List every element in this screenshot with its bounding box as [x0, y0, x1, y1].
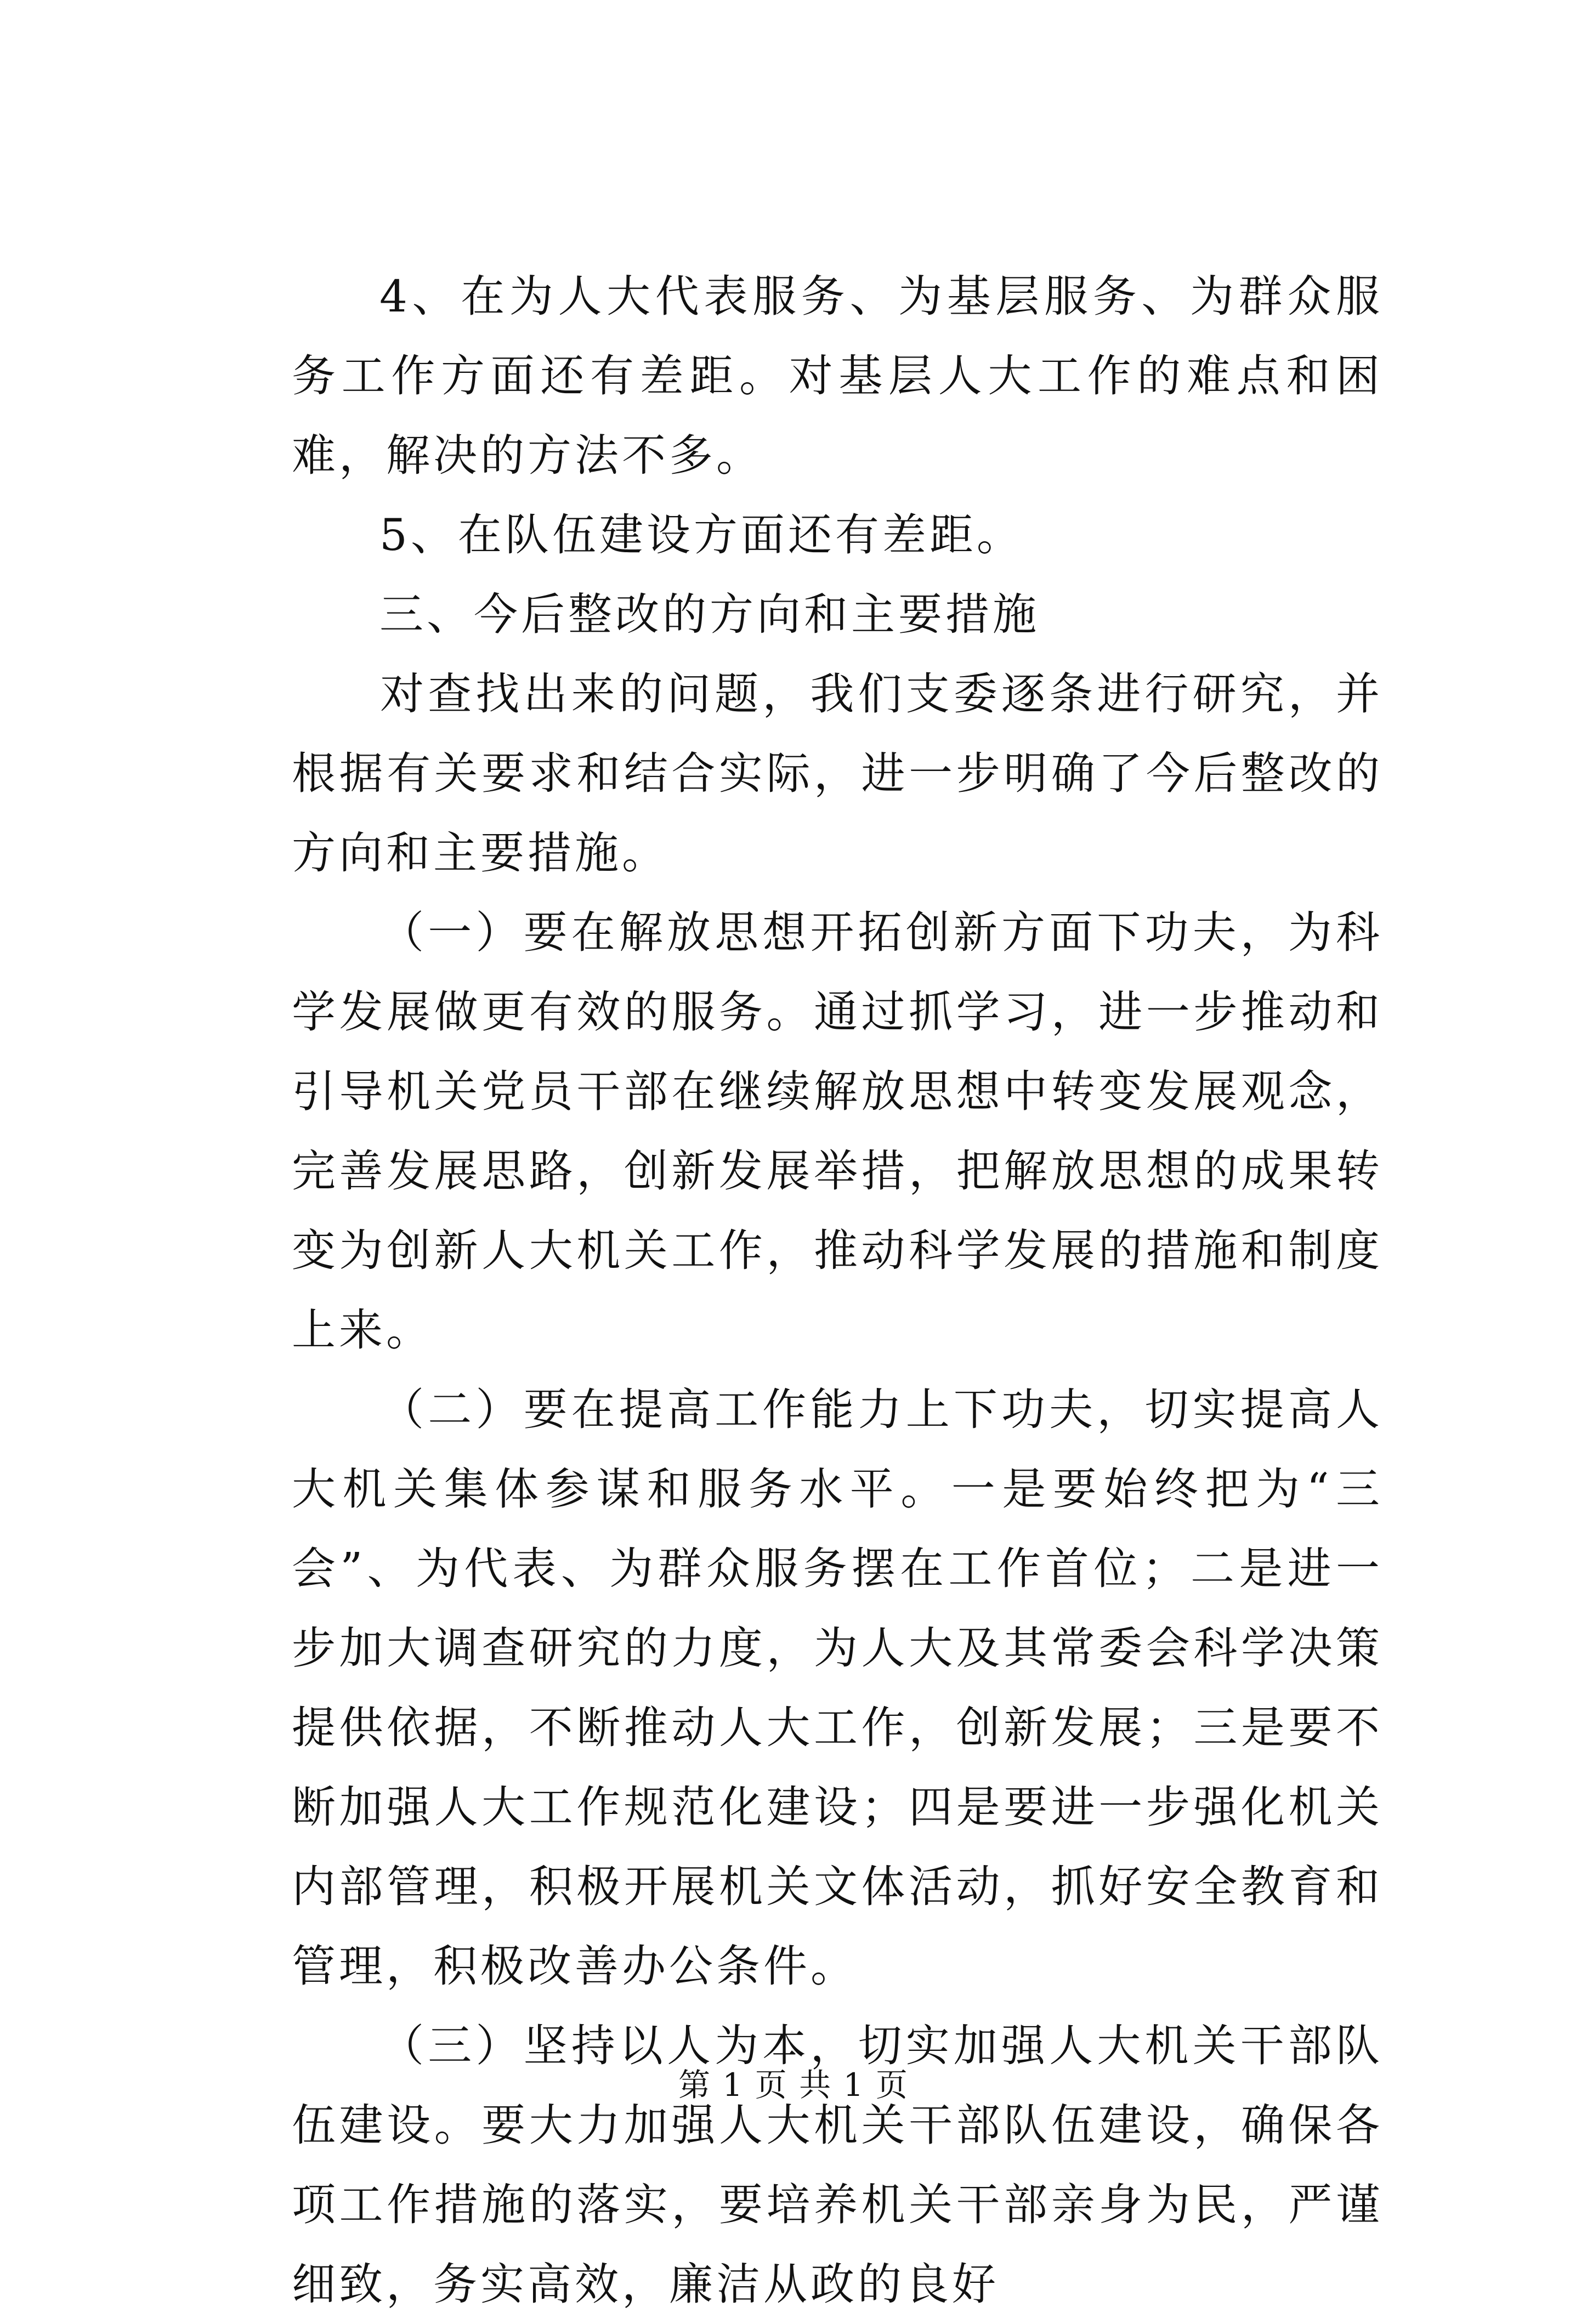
- paragraph-item-4: 4、在为人大代表服务、为基层服务、为群众服务工作方面还有差距。对基层人大工作的难点和困难，解决的方法不多。: [292, 271, 1383, 481]
- paragraph-measure-3: （三）坚持以人为本，切实加强人大机关干部队伍建设。要大力加强人大机关干部队伍建设，确保各项工作措施的落实，要培养机关干部亲身为民，严谨细致，务实高效，廉洁从政的良好: [292, 2020, 1383, 2310]
- page-footer: 第 1 页 共 1 页: [678, 2066, 909, 2104]
- paragraph-measure-2: （二）要在提高工作能力上下功夫，切实提高人大机关集体参谋和服务水平。一是要始终把为“三会”、为代表、为群众服务摆在工作首位；二是进一步加大调查研究的力度，为人大及其常委会科学决策提供依据，不断推动人大工作，创新发展；三是要不断加强人大工作规范化建设；四是要进一步强化机关内部管理，积极开展机关文体活动，抓好安全教育和管理，积极改善办公条件。: [292, 1384, 1383, 1992]
- document-body: [292, 257, 1383, 2324]
- paragraph-intro: 对查找出来的问题，我们支委逐条进行研究，并根据有关要求和结合实际，进一步明确了今后整改的方向和主要措施。: [292, 668, 1383, 878]
- paragraph-item-5: 5、在队伍建设方面还有差距。: [379, 509, 1024, 560]
- section-heading-3: 三、今后整改的方向和主要措施: [379, 589, 1040, 640]
- paragraph-measure-1: （一）要在解放思想开拓创新方面下功夫，为科学发展做更有效的服务。通过抓学习，进一步推动和引导机关党员干部在继续解放思想中转变发展观念，完善发展思路，创新发展举措，把解放思想的成果转变为创新人大机关工作，推动科学发展的措施和制度上来。: [292, 907, 1383, 1356]
